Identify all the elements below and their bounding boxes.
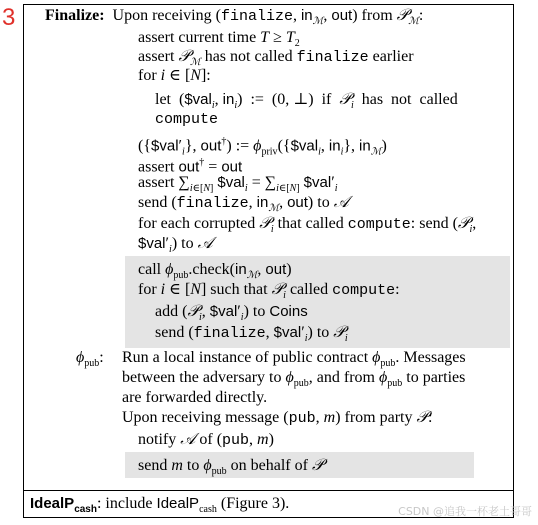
line-check: call $\phi_{pub}.check(in_ℳ$, out)	[138, 261, 292, 282]
line-let: let ($val$_i$, $in_i$) := (0, ⊥) if 𝒫$_i$ has not called	[155, 91, 458, 112]
finalize-header: Finalize: Upon receiving (finalize, $in_ℳ$, out) from 𝒫$_ℳ$:	[45, 7, 424, 28]
phipub-line-1: Run a local instance of public contract $\phi_{pub}$. Messages	[122, 349, 466, 370]
line-time: assert current time $T \ge T_2$	[138, 29, 300, 50]
line-add-coins: add (𝒫$_i$, $\$val'_i$) to Coins	[155, 303, 308, 324]
line-for: for i ∈ [N]:	[138, 67, 211, 84]
line-corrupted-cont: $\$val'_i$) to 𝒜	[138, 235, 213, 256]
line-assert-pm: assert 𝒫$_ℳ$ has not called finalize earlier	[138, 48, 414, 69]
line-assert-sum: assert $\sum_{i\in[N]}$ $val$_i$ = $\sum_{i\in[N]}$ $\$val'_i$	[138, 174, 338, 195]
phipub-line-4: Upon receiving message (pub, m) from party 𝒫:	[122, 409, 433, 427]
line-corrupted: for each corrupted 𝒫$_i$ that called compute: send (𝒫$_i$,	[138, 215, 477, 236]
line-send-finalize: send (finalize, $in_ℳ$, out) to 𝒜	[138, 194, 349, 215]
phipub-line-3: are forwarded directly.	[122, 389, 268, 406]
phipub-notify: notify 𝒜 of (pub, m)	[138, 431, 274, 449]
line-for-called: for i ∈ [N] such that 𝒫$_i$ called compute:	[138, 281, 400, 302]
footer-line: IdealP$_{cash}$: include IdealP$_{cash}$ (Figure 3).	[30, 495, 290, 516]
red-annotation-number: 3	[2, 4, 16, 31]
phipub-label: $\phi_{pub}$:	[76, 349, 104, 370]
watermark: CSDN @追我一杯老土哥哥	[398, 505, 532, 518]
phipub-send: send m to $\phi_{pub}$ on behalf of 𝒫	[138, 457, 324, 478]
line-assert-out: assert out† = out	[138, 157, 243, 176]
line-phipriv: ($\{\$val'_i\}$, out†) := $\phi_{priv}(\{\$val_i$, $in_i$}, $in_ℳ$)	[138, 136, 387, 158]
phipub-line-2: between the adversary to $\phi_{pub}$, and from $\phi_{pub}$ to parties	[122, 369, 466, 390]
finalize-label: Finalize:	[45, 7, 105, 24]
section-divider	[23, 490, 514, 491]
line-send-pi: send (finalize, $\$val'_i$) to 𝒫$_i$	[155, 324, 348, 345]
line-compute: compute	[155, 111, 219, 128]
